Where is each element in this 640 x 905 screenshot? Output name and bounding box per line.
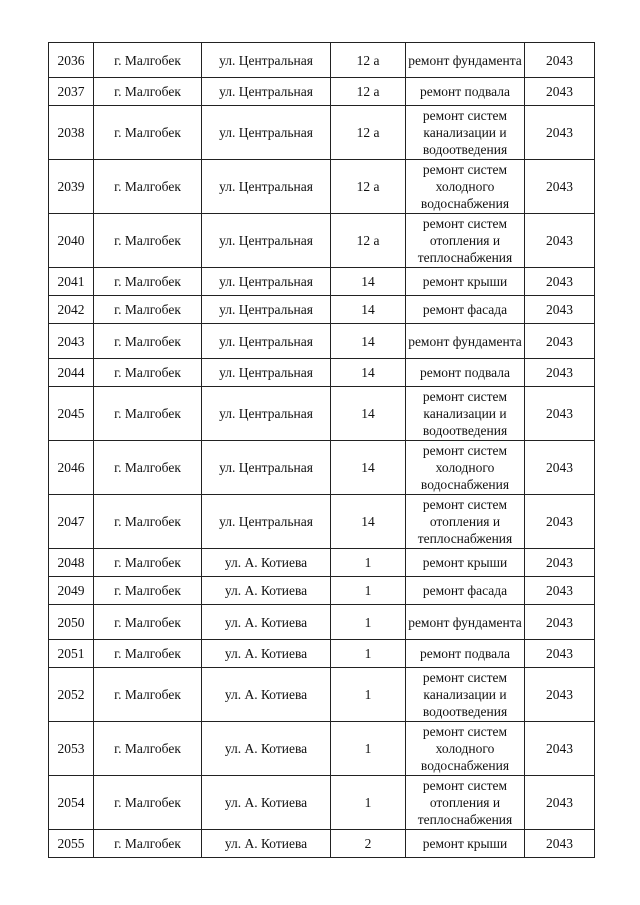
cell-number: 2045: [49, 387, 94, 441]
table-row: [49, 359, 595, 387]
cell-year: 2043: [525, 577, 595, 605]
cell-year: 2043: [525, 776, 595, 830]
cell-house: 12 а: [331, 160, 406, 214]
cell-house: 14: [331, 359, 406, 387]
cell-work-type: ремонт систем канализации и водоотведения: [406, 387, 525, 441]
cell-city: г. Малгобек: [94, 296, 202, 324]
cell-street: ул. А. Котиева: [202, 830, 331, 858]
cell-work-type: ремонт крыши: [406, 549, 525, 577]
cell-house: 14: [331, 441, 406, 495]
cell-work-type: ремонт крыши: [406, 268, 525, 296]
cell-street: ул. А. Котиева: [202, 605, 331, 640]
cell-work-type: ремонт подвала: [406, 359, 525, 387]
cell-city: г. Малгобек: [94, 441, 202, 495]
cell-number: 2047: [49, 495, 94, 549]
repair-schedule-table: [48, 42, 595, 858]
cell-city: г. Малгобек: [94, 160, 202, 214]
cell-year: 2043: [525, 830, 595, 858]
cell-street: ул. Центральная: [202, 268, 331, 296]
cell-year: 2043: [525, 441, 595, 495]
cell-year: 2043: [525, 324, 595, 359]
table-row: [49, 43, 595, 78]
cell-city: г. Малгобек: [94, 495, 202, 549]
cell-house: 1: [331, 640, 406, 668]
cell-work-type: ремонт фундамента: [406, 43, 525, 78]
cell-city: г. Малгобек: [94, 359, 202, 387]
cell-street: ул. А. Котиева: [202, 776, 331, 830]
cell-city: г. Малгобек: [94, 640, 202, 668]
cell-street: ул. Центральная: [202, 441, 331, 495]
cell-work-type: ремонт систем холодного водоснабжения: [406, 722, 525, 776]
table-row: [49, 387, 595, 441]
cell-work-type: ремонт систем холодного водоснабжения: [406, 441, 525, 495]
cell-year: 2043: [525, 668, 595, 722]
cell-street: ул. А. Котиева: [202, 577, 331, 605]
cell-house: 14: [331, 324, 406, 359]
table-row: [49, 324, 595, 359]
cell-year: 2043: [525, 43, 595, 78]
cell-street: ул. Центральная: [202, 214, 331, 268]
cell-house: 1: [331, 668, 406, 722]
cell-city: г. Малгобек: [94, 668, 202, 722]
table-row: [49, 214, 595, 268]
cell-city: г. Малгобек: [94, 214, 202, 268]
cell-city: г. Малгобек: [94, 722, 202, 776]
cell-number: 2048: [49, 549, 94, 577]
cell-house: 14: [331, 296, 406, 324]
cell-number: 2041: [49, 268, 94, 296]
cell-work-type: ремонт фасада: [406, 296, 525, 324]
cell-house: 1: [331, 577, 406, 605]
cell-street: ул. А. Котиева: [202, 640, 331, 668]
cell-year: 2043: [525, 495, 595, 549]
cell-street: ул. Центральная: [202, 106, 331, 160]
cell-house: 14: [331, 268, 406, 296]
cell-work-type: ремонт систем холодного водоснабжения: [406, 160, 525, 214]
cell-city: г. Малгобек: [94, 605, 202, 640]
table-row: [49, 640, 595, 668]
cell-city: г. Малгобек: [94, 78, 202, 106]
cell-number: 2046: [49, 441, 94, 495]
cell-city: г. Малгобек: [94, 268, 202, 296]
table-row: [49, 268, 595, 296]
cell-city: г. Малгобек: [94, 549, 202, 577]
table-row: [49, 160, 595, 214]
cell-city: г. Малгобек: [94, 324, 202, 359]
cell-number: 2040: [49, 214, 94, 268]
table-row: [49, 605, 595, 640]
cell-work-type: ремонт систем отопления и теплоснабжения: [406, 214, 525, 268]
cell-street: ул. Центральная: [202, 324, 331, 359]
cell-year: 2043: [525, 387, 595, 441]
cell-street: ул. Центральная: [202, 78, 331, 106]
table-row: [49, 722, 595, 776]
cell-year: 2043: [525, 160, 595, 214]
cell-number: 2052: [49, 668, 94, 722]
cell-city: г. Малгобек: [94, 106, 202, 160]
cell-work-type: ремонт систем отопления и теплоснабжения: [406, 776, 525, 830]
cell-house: 1: [331, 549, 406, 577]
cell-house: 14: [331, 387, 406, 441]
cell-street: ул. Центральная: [202, 43, 331, 78]
cell-city: г. Малгобек: [94, 387, 202, 441]
cell-house: 12 а: [331, 106, 406, 160]
cell-year: 2043: [525, 296, 595, 324]
table-row: [49, 78, 595, 106]
cell-house: 2: [331, 830, 406, 858]
cell-house: 12 а: [331, 214, 406, 268]
cell-number: 2038: [49, 106, 94, 160]
cell-street: ул. Центральная: [202, 160, 331, 214]
cell-number: 2039: [49, 160, 94, 214]
cell-number: 2036: [49, 43, 94, 78]
cell-year: 2043: [525, 106, 595, 160]
cell-number: 2044: [49, 359, 94, 387]
cell-work-type: ремонт систем канализации и водоотведения: [406, 106, 525, 160]
cell-work-type: ремонт фасада: [406, 577, 525, 605]
cell-number: 2050: [49, 605, 94, 640]
table-row: [49, 776, 595, 830]
cell-street: ул. А. Котиева: [202, 722, 331, 776]
table-row: [49, 495, 595, 549]
table-row: [49, 106, 595, 160]
table-row: [49, 549, 595, 577]
cell-year: 2043: [525, 78, 595, 106]
cell-number: 2049: [49, 577, 94, 605]
cell-number: 2053: [49, 722, 94, 776]
cell-city: г. Малгобек: [94, 577, 202, 605]
cell-work-type: ремонт крыши: [406, 830, 525, 858]
cell-year: 2043: [525, 722, 595, 776]
cell-number: 2055: [49, 830, 94, 858]
cell-house: 14: [331, 495, 406, 549]
cell-year: 2043: [525, 549, 595, 577]
table-row: [49, 296, 595, 324]
cell-house: 1: [331, 605, 406, 640]
table-row: [49, 830, 595, 858]
cell-house: 1: [331, 722, 406, 776]
cell-number: 2042: [49, 296, 94, 324]
cell-work-type: ремонт фундамента: [406, 605, 525, 640]
cell-street: ул. Центральная: [202, 296, 331, 324]
cell-house: 12 а: [331, 78, 406, 106]
table-row: [49, 441, 595, 495]
cell-number: 2054: [49, 776, 94, 830]
cell-year: 2043: [525, 214, 595, 268]
cell-city: г. Малгобек: [94, 830, 202, 858]
cell-work-type: ремонт систем канализации и водоотведения: [406, 668, 525, 722]
table-row: [49, 668, 595, 722]
cell-street: ул. Центральная: [202, 495, 331, 549]
cell-year: 2043: [525, 359, 595, 387]
cell-year: 2043: [525, 605, 595, 640]
cell-street: ул. А. Котиева: [202, 668, 331, 722]
cell-number: 2043: [49, 324, 94, 359]
cell-house: 12 а: [331, 43, 406, 78]
cell-work-type: ремонт подвала: [406, 78, 525, 106]
cell-work-type: ремонт фундамента: [406, 324, 525, 359]
cell-year: 2043: [525, 268, 595, 296]
cell-city: г. Малгобек: [94, 43, 202, 78]
table-row: [49, 577, 595, 605]
cell-number: 2051: [49, 640, 94, 668]
cell-street: ул. А. Котиева: [202, 549, 331, 577]
cell-number: 2037: [49, 78, 94, 106]
cell-year: 2043: [525, 640, 595, 668]
cell-street: ул. Центральная: [202, 359, 331, 387]
cell-work-type: ремонт подвала: [406, 640, 525, 668]
cell-work-type: ремонт систем отопления и теплоснабжения: [406, 495, 525, 549]
cell-city: г. Малгобек: [94, 776, 202, 830]
cell-house: 1: [331, 776, 406, 830]
cell-street: ул. Центральная: [202, 387, 331, 441]
